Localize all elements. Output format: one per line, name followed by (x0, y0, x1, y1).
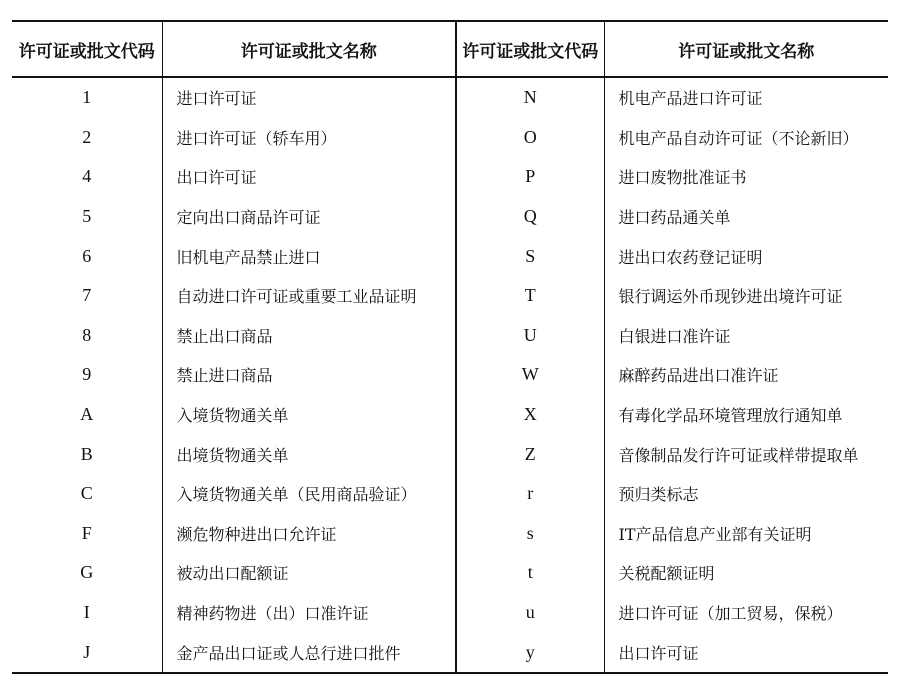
left-code-cell: A (12, 395, 162, 435)
left-name-cell: 入境货物通关单（民用商品验证） (162, 474, 456, 514)
left-code-cell: 4 (12, 157, 162, 197)
right-code-cell: W (456, 355, 604, 395)
header-name-left: 许可证或批文名称 (162, 21, 456, 77)
left-code-cell: 6 (12, 236, 162, 276)
left-name-cell: 进口许可证（轿车用） (162, 118, 456, 158)
right-name-cell: 机电产品自动许可证（不论新旧） (618, 128, 859, 148)
right-code-cell: Q (456, 197, 604, 237)
right-code-cell: P (456, 157, 604, 197)
right-code-cell: O (456, 118, 604, 158)
right-code-cell: y (456, 632, 604, 673)
right-code-cell: S (456, 236, 604, 276)
left-name-cell: 出口许可证 (162, 157, 456, 197)
table-row (12, 514, 888, 554)
left-code-cell: B (12, 434, 162, 474)
left-code-cell: C (12, 474, 162, 514)
right-name-cell: 机电产品进口许可证 (618, 89, 763, 109)
right-code-cell: X (456, 395, 604, 435)
right-code-cell: t (456, 553, 604, 593)
header-row (12, 21, 888, 77)
right-code-cell: u (456, 593, 604, 633)
left-code-cell: 1 (12, 77, 162, 118)
left-name-cell: 精神药物进（出）口准许证 (162, 593, 456, 633)
table-row (12, 395, 888, 435)
right-name-cell: 预归类标志 (618, 485, 699, 505)
right-name-cell: 进出口农药登记证明 (618, 247, 763, 267)
left-code-cell: F (12, 514, 162, 554)
left-name-cell: 金产品出口证或人总行进口批件 (162, 632, 456, 673)
left-name-cell: 出境货物通关单 (162, 434, 456, 474)
table-row (12, 474, 888, 514)
table-row (12, 236, 888, 276)
right-name-cell: IT产品信息产业部有关证明 (618, 524, 812, 544)
left-code-cell: I (12, 593, 162, 633)
left-name-cell: 禁止进口商品 (162, 355, 456, 395)
left-code-cell: 9 (12, 355, 162, 395)
right-code-cell: s (456, 514, 604, 554)
header-code-left: 许可证或批文代码 (12, 21, 162, 77)
right-code-cell: r (456, 474, 604, 514)
right-name-cell: 麻醉药品进出口准许证 (618, 366, 779, 386)
right-name-cell: 银行调运外币现钞进出境许可证 (618, 287, 843, 307)
left-code-cell: G (12, 553, 162, 593)
left-code-cell: J (12, 632, 162, 673)
table-row (12, 316, 888, 356)
left-name-cell: 自动进口许可证或重要工业品证明 (162, 276, 456, 316)
left-name-cell: 入境货物通关单 (162, 395, 456, 435)
table-row (12, 276, 888, 316)
left-code-cell: 7 (12, 276, 162, 316)
table-row (12, 157, 888, 197)
left-code-cell: 8 (12, 316, 162, 356)
table-row (12, 118, 888, 158)
table-row (12, 553, 888, 593)
header-code-right: 许可证或批文代码 (456, 21, 604, 77)
right-name-cell: 进口许可证（加工贸易，保税） (618, 604, 843, 624)
left-name-cell: 旧机电产品禁止进口 (162, 236, 456, 276)
table-row (12, 593, 888, 633)
license-code-table (12, 20, 888, 674)
table-row (12, 355, 888, 395)
left-name-cell: 被动出口配额证 (162, 553, 456, 593)
table-body (12, 77, 888, 673)
right-name-cell: 音像制品发行许可证或样带提取单 (618, 445, 859, 465)
right-code-cell: N (456, 77, 604, 118)
right-code-cell: U (456, 316, 604, 356)
right-name-cell: 有毒化学品环境管理放行通知单 (618, 406, 843, 426)
left-name-cell: 禁止出口商品 (162, 316, 456, 356)
header-name-right: 许可证或批文名称 (604, 21, 888, 77)
table-row (12, 77, 888, 118)
right-name-cell: 进口药品通关单 (618, 208, 731, 228)
table-row (12, 197, 888, 237)
right-name-cell: 出口许可证 (604, 632, 888, 673)
right-code-cell: T (456, 276, 604, 316)
table-row (12, 632, 888, 673)
right-name-cell: 进口废物批准证书 (618, 168, 747, 188)
right-name-cell: 白银进口准许证 (618, 326, 731, 346)
left-code-cell: 2 (12, 118, 162, 158)
table-row (12, 434, 888, 474)
left-name-cell: 进口许可证 (162, 77, 456, 118)
left-name-cell: 定向出口商品许可证 (162, 197, 456, 237)
right-code-cell: Z (456, 434, 604, 474)
left-code-cell: 5 (12, 197, 162, 237)
right-name-cell: 关税配额证明 (618, 564, 715, 584)
left-name-cell: 濒危物种进出口允许证 (162, 514, 456, 554)
